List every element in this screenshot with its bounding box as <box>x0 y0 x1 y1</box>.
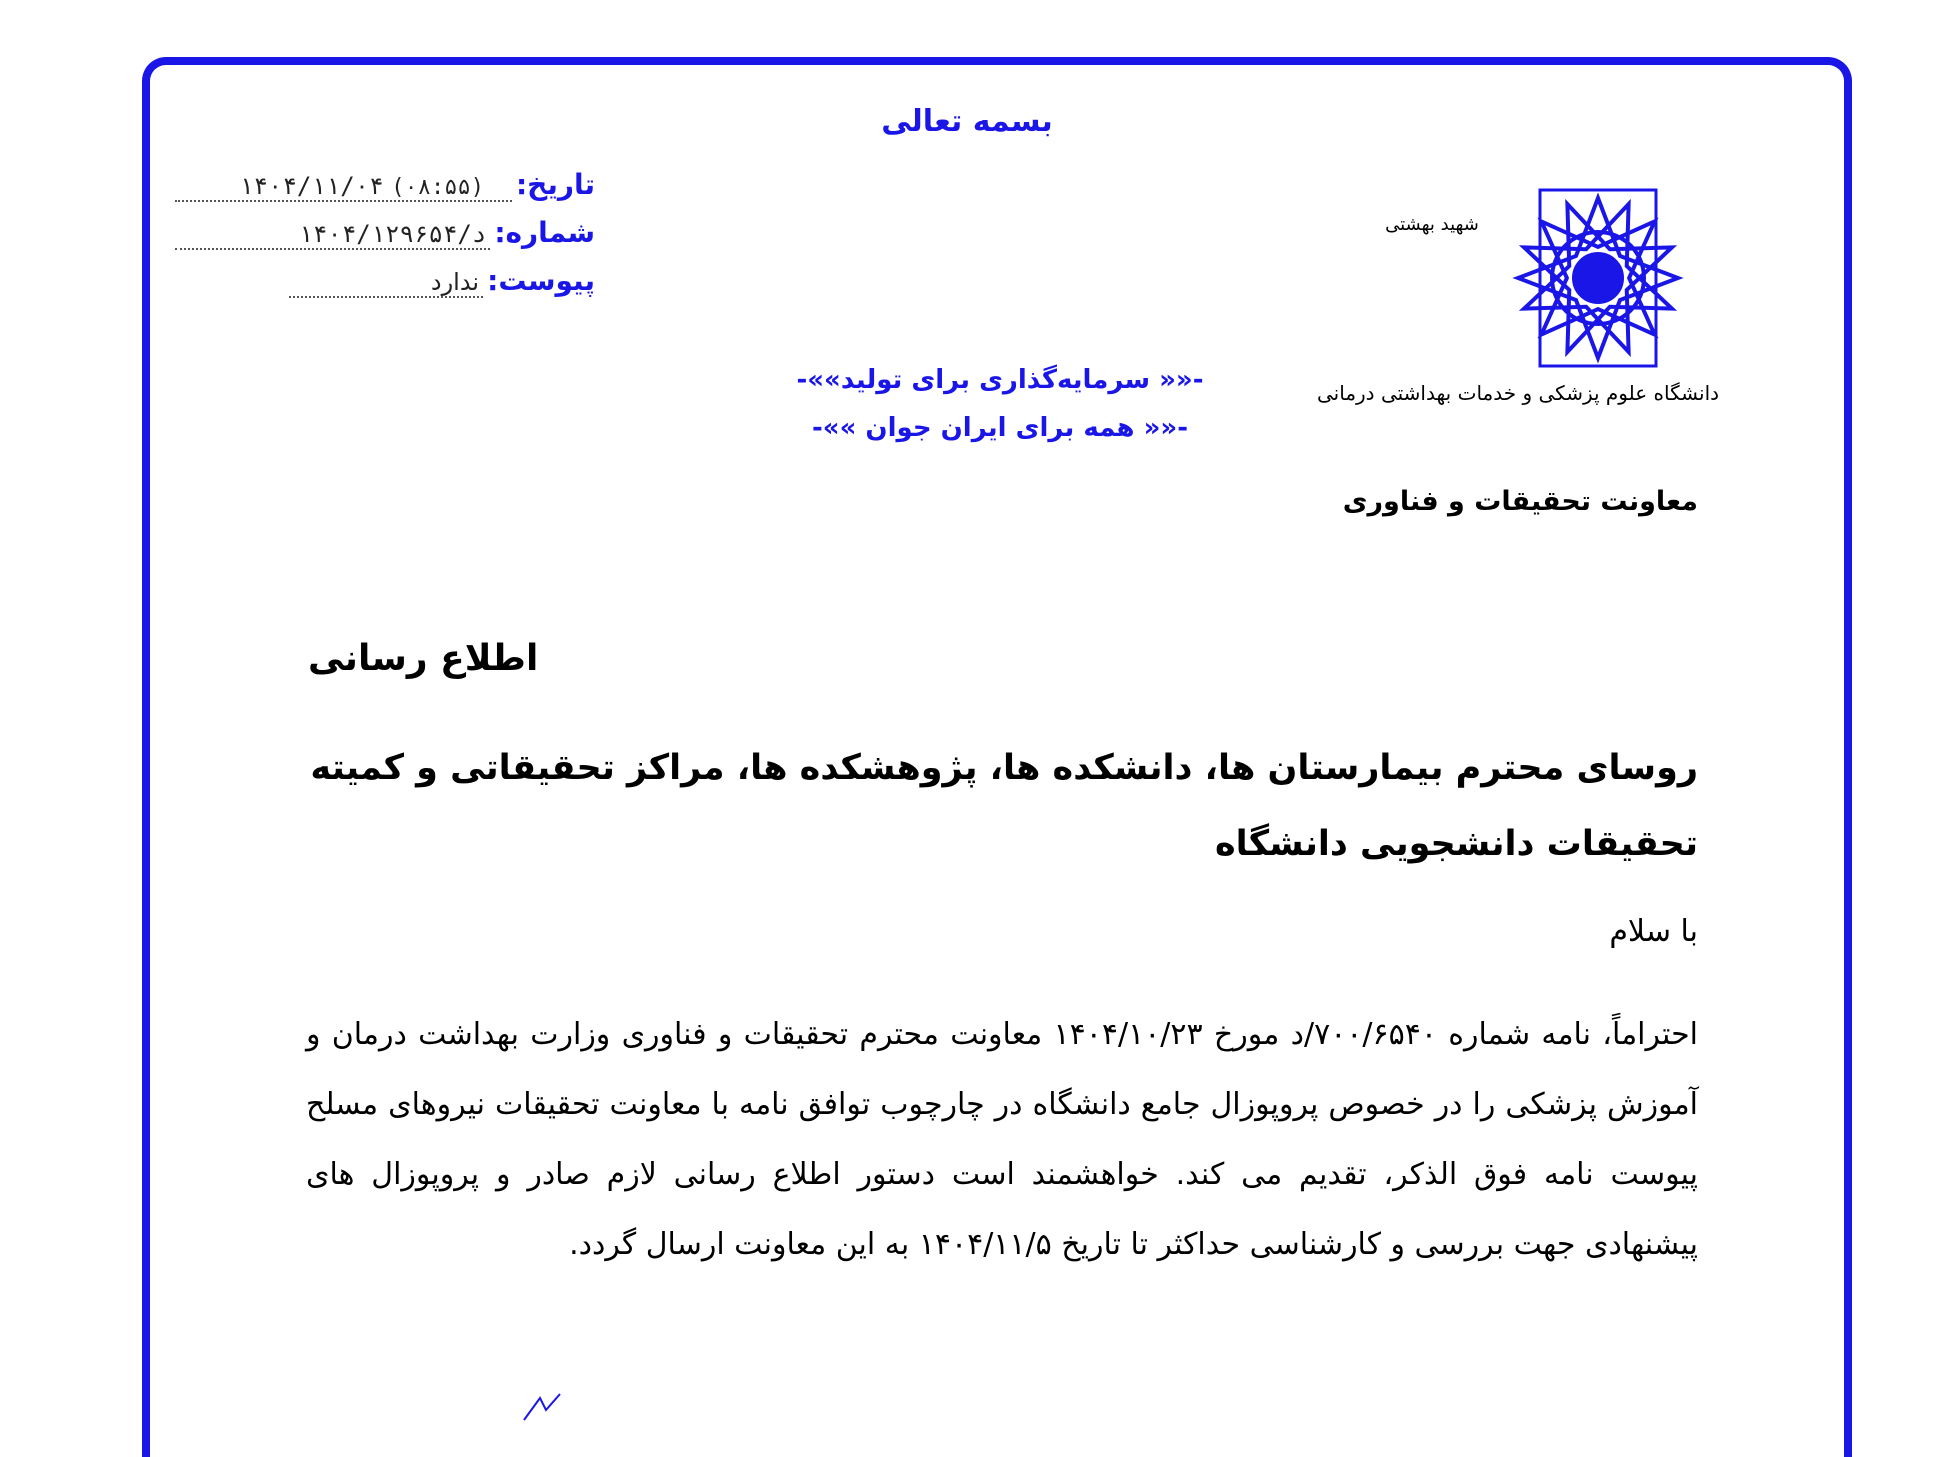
slogan-1: -«« سرمایه‌گذاری برای تولید»»- <box>796 365 1204 395</box>
department-title: معاونت تحقیقات و فناوری <box>1342 486 1698 517</box>
time-value: (۰۸:۵۵) <box>391 175 484 200</box>
greeting: با سلام <box>1609 914 1698 949</box>
number-label: شماره: <box>494 216 595 249</box>
logo-text-line-2: شهید بهشتی <box>1385 214 1479 235</box>
logo-text-line-1: دانشگاه علوم پزشکی و خدمات بهداشتی درمانی <box>1316 381 1720 405</box>
attachment-label: پیوست: <box>487 264 595 297</box>
number-value: ۱۴۰۴/د/۱۲۹۶۵۴ <box>298 220 487 248</box>
date-label: تاریخ: <box>515 168 595 201</box>
rosette-emblem-icon <box>1485 165 1711 391</box>
signature-mark-icon <box>520 1392 570 1422</box>
number-value-line <box>175 220 490 250</box>
date-value: ۱۴۰۴/۱۱/۰۴ <box>239 172 384 200</box>
letter-addressee: روسای محترم بیمارستان ها، دانشکده ها، پژوهشکده ها، مراکز تحقیقاتی و کمیته تحقیقات دانشجویی دانشگاه <box>310 748 1698 864</box>
letter-body: احتراماً، نامه شماره ۷۰۰/۶۵۴۰/د مورخ ۱۴۰۴/۱۰/۲۳ معاونت محترم تحقیقات و فناوری وزارت بهداشت درمان و آموزش پزشکی را در خصوص پروپوزال جامع دانشگاه در چارچوب توافق نامه با معاونت تحقیقات نیروهای مسلح پیوست نامه فوق الذکر، تقدیم می کند. خواهشمند است دستور اطلاع رسانی لازم صادر و پروپوزال های پیشنهادی جهت بررسی و کارشناسی حداکثر تا تاریخ ۱۴۰۴/۱۱/۵ به این معاونت ارسال گردد. <box>306 1017 1698 1262</box>
slogans <box>700 356 1300 452</box>
attachment-value: ندارد <box>289 268 483 298</box>
university-logo <box>1316 160 1720 430</box>
attachment-row <box>175 264 595 312</box>
bismillah-heading: بسمه تعالی <box>881 104 1053 139</box>
letter-meta <box>175 168 595 312</box>
date-value-line <box>175 172 512 202</box>
slogan-2: -«« همه برای ایران جوان »»- <box>811 413 1189 443</box>
letter-subject: اطلاع رسانی <box>308 638 539 679</box>
number-row <box>175 216 595 264</box>
date-row <box>175 168 595 216</box>
